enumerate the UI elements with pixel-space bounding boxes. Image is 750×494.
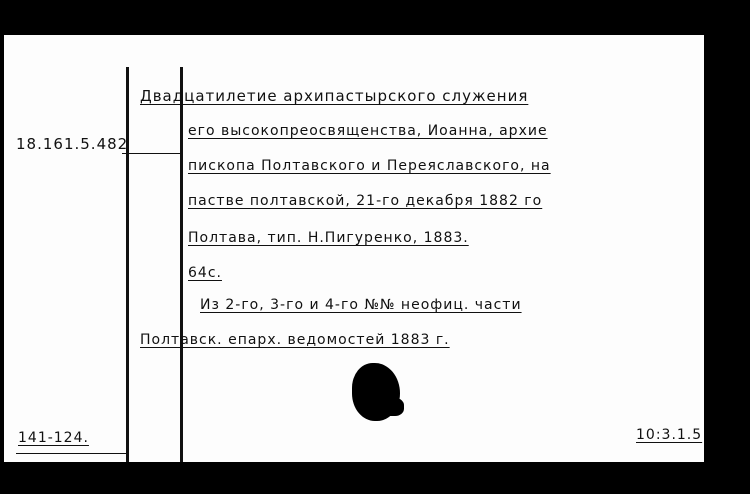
bottom-rule — [16, 453, 126, 454]
text-line-2: пископа Полтавского и Переяславского, на — [188, 158, 551, 174]
title-line: Двадцатилетие архипастырского служения — [140, 87, 529, 105]
call-number: 18.161.5.482 — [16, 135, 129, 153]
shelf-number: 10:3.1.5 — [636, 427, 703, 443]
text-line-3: пастве полтавской, 21-го декабря 1882 го — [188, 193, 543, 209]
publication-line: Полтава, тип. Н.Пигуренко, 1883. — [188, 230, 469, 246]
scan-border — [704, 0, 750, 494]
right-margin-rule — [180, 67, 183, 462]
call-number-line — [122, 153, 180, 154]
inventory-number: 141-124. — [18, 430, 89, 446]
text-line-1: его высокопреосвященства, Иоанна, архие — [188, 123, 548, 139]
punch-hole-smudge — [382, 398, 404, 416]
pages-line: 64с. — [188, 265, 222, 281]
note-line-1: Из 2-го, 3-го и 4-го №№ неофиц. части — [200, 297, 522, 313]
left-margin-rule — [126, 67, 129, 462]
note-line-2: Полтавск. епарх. ведомостей 1883 г. — [140, 332, 450, 348]
